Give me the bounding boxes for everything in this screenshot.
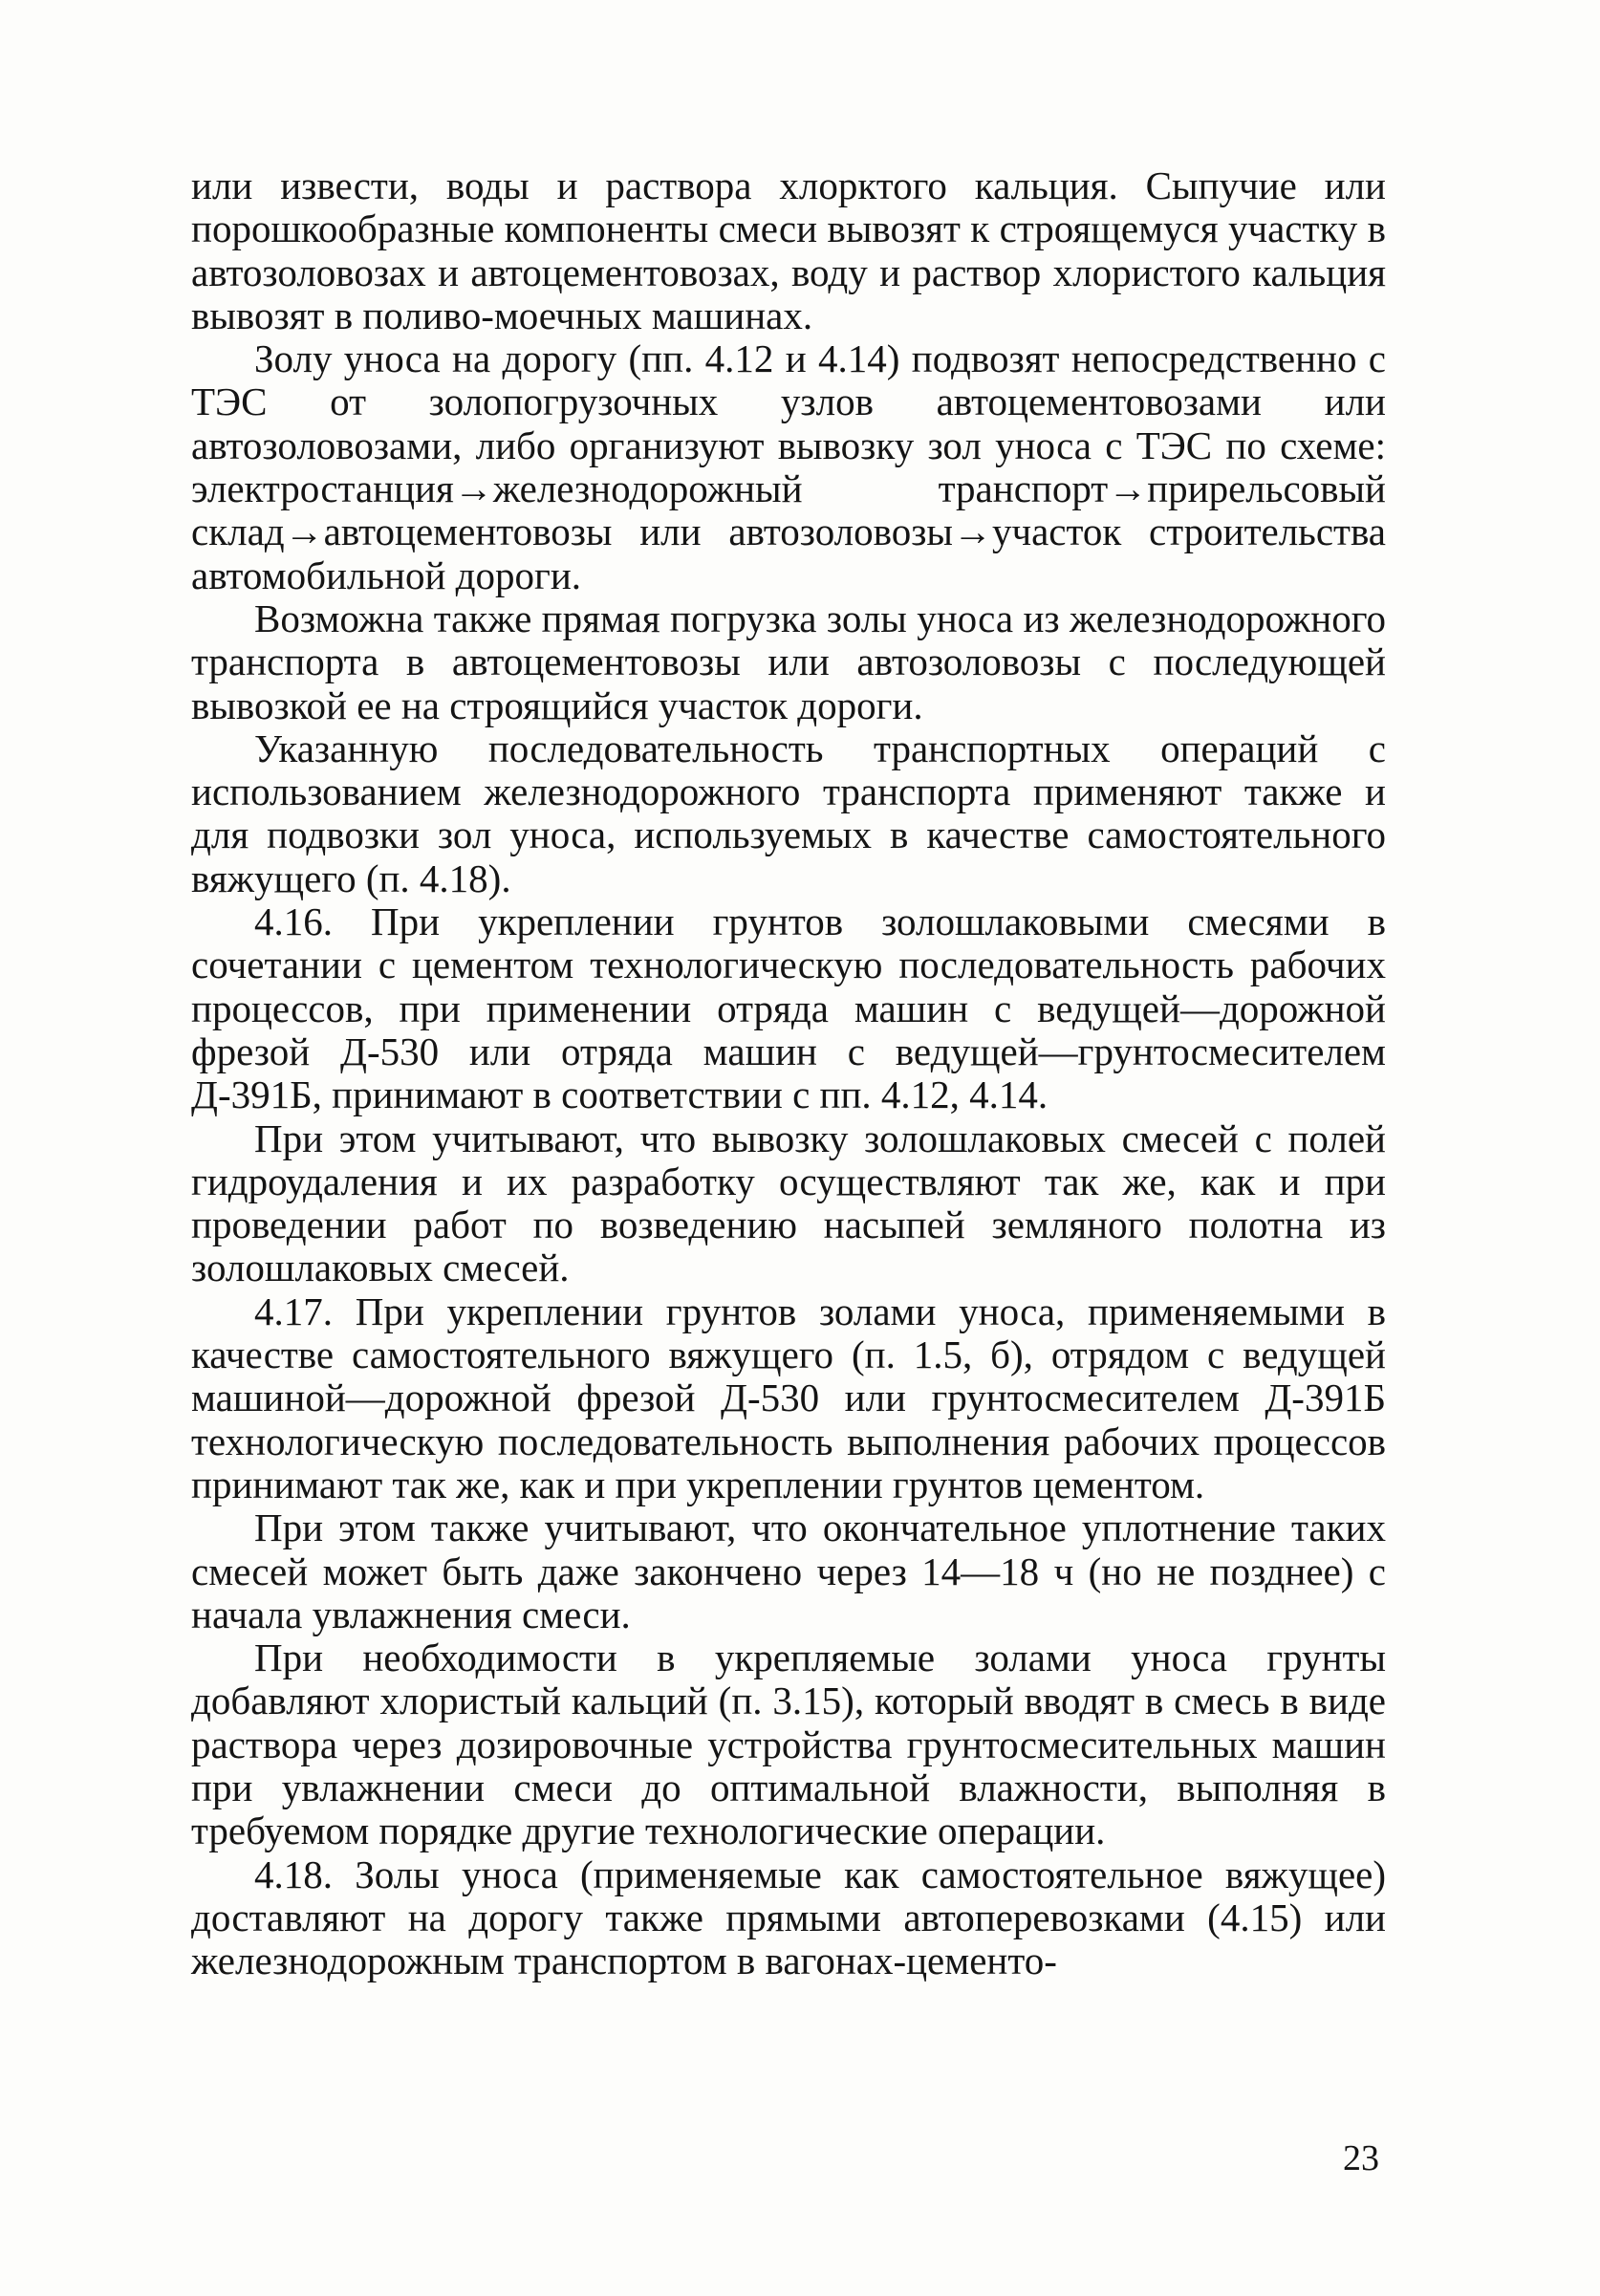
paragraph-1: или извести, воды и раствора хлорктого кальция. Сыпучие или порошкообразные компоненты смеси вывозят к строящемуся участку в автозоловозах и автоцементовозах, воду и раствор хлористого кальция вывозят в поливо-моечных машинах.: [191, 163, 1386, 337]
paragraph-9: При необходимости в укрепляемые золами уноса грунты добавляют хлористый кальций (п. 3.15), который вводят в смесь в виде раствора через дозировочные устройства грунтосмесительных машин при увлажнении смеси до оптимальной влажности, выполняя в требуемом порядке другие технологические операции.: [191, 1635, 1386, 1853]
body-text: [191, 164, 1386, 1982]
paragraph-8: При этом также учитывают, что окончательное уплотнение таких смесей может быть даже закончено через 14—18 ч (но не позднее) с начала увлажнения смеси.: [191, 1505, 1386, 1636]
paragraph-section-4-18: 4.18. Золы уноса (применяемые как самостоятельное вяжущее) доставляют на дорогу также прямыми автоперевозками (4.15) или железнодорожным транспортом в вагонах-цементо-: [191, 1852, 1386, 1983]
paragraph-4: Указанную последовательность транспортных операций с использованием железнодорожного транспорта применяют также и для подвозки зол уноса, используемых в качестве самостоятельного вяжущего (п. 4.18).: [191, 726, 1386, 900]
paragraph-section-4-17: 4.17. При укреплении грунтов золами уноса, применяемыми в качестве самостоятельного вяжущего (п. 1.5, б), отрядом с ведущей машиной—дорожной фрезой Д-530 или грунтосмесителем Д-391Б технологическую последовательность выполнения рабочих процессов принимают так же, как и при укреплении грунтов цементом.: [191, 1289, 1386, 1506]
paragraph-3: Возможна также прямая погрузка золы уноса из железнодорожного транспорта в автоцементовозы или автозоловозы с последующей вывозкой ее на строящийся участок дороги.: [191, 596, 1386, 727]
paragraph-6: При этом учитывают, что вывозку золошлаковых смесей с полей гидроудаления и их разработку осуществляют так же, как и при проведении работ по возведению насыпей земляного полотна из золошлаковых смесей.: [191, 1116, 1386, 1290]
paragraph-2: Золу уноса на дорогу (пп. 4.12 и 4.14) подвозят непосредственно с ТЭС от золопогрузочных узлов автоцементовозами или автозоловозами, либо организуют вывозку зол уноса с ТЭС по схеме: электростанция→железнодорожный транспорт→прирельсовый склад→автоцементовозы или автозоловозы→участок строительства автомобильной дороги.: [191, 336, 1386, 597]
paragraph-section-4-16: 4.16. При укреплении грунтов золошлаковыми смесями в сочетании с цементом технологическую последовательность рабочих процессов, при применении отряда машин с ведущей—дорожной фрезой Д-530 или отряда машин с ведущей—грунтосмесителем Д-391Б, принимают в соответствии с пп. 4.12, 4.14.: [191, 899, 1386, 1117]
page-number: 23: [1343, 2138, 1379, 2178]
